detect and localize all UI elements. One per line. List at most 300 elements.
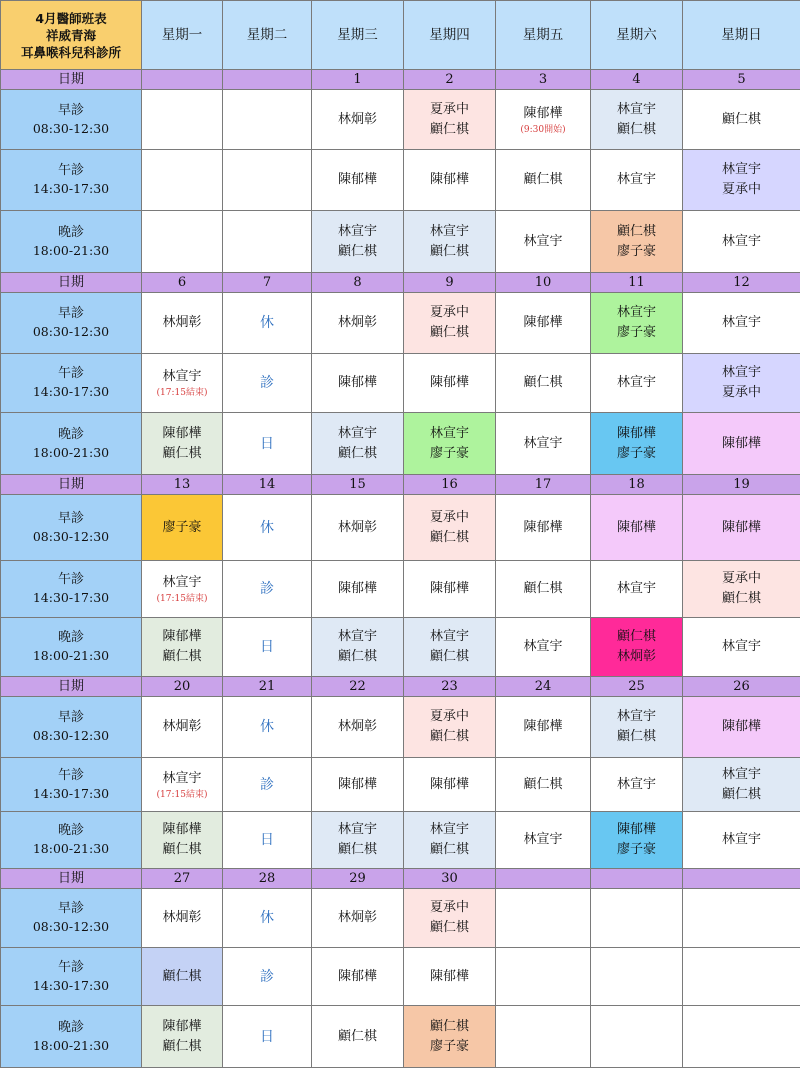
shift-label	[1, 150, 142, 211]
shift-label	[1, 495, 142, 561]
doctor-name: 林宣宇	[162, 369, 202, 384]
shift-label	[1, 889, 142, 948]
doctor-name: 夏承中	[721, 571, 761, 586]
doctor-name: 林宣宇	[429, 223, 469, 239]
doctor-name: 顧仁棋	[162, 445, 202, 461]
date-cell	[496, 869, 591, 889]
shift-label	[1, 293, 142, 354]
schedule-cell	[404, 293, 496, 354]
schedule-cell	[591, 812, 683, 869]
doctor-name: 夏承中	[429, 509, 469, 525]
doctor-name: 林炯彰	[337, 111, 377, 127]
schedule-cell	[223, 618, 312, 677]
shift-time: 08:30-12:30	[32, 324, 110, 339]
schedule-cell	[404, 150, 496, 211]
date-label: 日期	[1, 677, 142, 697]
shift-name: 晚診	[57, 224, 84, 240]
doctor-name: 顧仁棋	[162, 649, 202, 664]
doctor-name: 顧仁棋	[337, 445, 377, 461]
schedule-cell	[496, 889, 591, 948]
schedule-cell	[496, 948, 591, 1006]
schedule-cell	[142, 812, 223, 869]
schedule-cell	[404, 948, 496, 1006]
schedule-cell	[142, 150, 223, 211]
schedule-title	[1, 1, 142, 70]
date-row	[1, 677, 800, 697]
schedule-cell	[496, 495, 591, 561]
closed-marker: 休	[260, 719, 274, 735]
doctor-name: 廖子豪	[616, 445, 656, 461]
doctor-name: 廖子豪	[429, 1038, 469, 1054]
schedule-cell	[404, 90, 496, 150]
shift-time: 18:00-21:30	[32, 648, 110, 663]
schedule-cell	[223, 948, 312, 1006]
doctor-name: 顧仁棋	[429, 920, 469, 935]
date-cell: 27	[142, 869, 223, 889]
date-cell: 4	[591, 70, 683, 90]
closed-marker: 休	[260, 519, 274, 536]
doctor-name: 林宣宇	[616, 305, 656, 320]
doctor-name: 林宣宇	[616, 375, 656, 390]
date-cell: 19	[683, 475, 800, 495]
date-cell: 23	[404, 677, 496, 697]
schedule-cell	[223, 90, 312, 150]
closed-marker: 休	[260, 315, 274, 331]
schedule-cell	[496, 812, 591, 869]
shift-row	[1, 812, 800, 869]
doctor-name: 顧仁棋	[429, 729, 469, 744]
doctor-name: 林宣宇	[337, 223, 377, 239]
shift-note: (17:15結束)	[156, 789, 208, 800]
doctor-name: 夏承中	[721, 182, 761, 197]
doctor-name: 顧仁棋	[523, 172, 563, 187]
doctor-name: 陳郁樺	[162, 629, 202, 644]
schedule-cell	[142, 758, 223, 812]
shift-row	[1, 889, 800, 948]
schedule-cell	[683, 293, 800, 354]
shift-name: 午診	[57, 366, 84, 381]
schedule-cell	[496, 1006, 591, 1068]
schedule-cell	[223, 495, 312, 561]
schedule-cell	[223, 561, 312, 618]
shift-time: 14:30-17:30	[32, 181, 110, 196]
schedule-cell	[312, 758, 404, 812]
shift-name: 晚診	[57, 1019, 84, 1035]
doctor-name: 顧仁棋	[429, 1018, 469, 1034]
doctor-name: 林宣宇	[721, 162, 761, 177]
closed-marker: 診	[260, 968, 274, 985]
closed-marker: 日	[260, 639, 274, 655]
doctor-name: 陳郁樺	[429, 375, 469, 390]
schedule-cell	[683, 1006, 800, 1068]
doctor-name: 陳郁樺	[337, 375, 377, 390]
schedule-cell	[404, 889, 496, 948]
shift-note: (17:15結束)	[156, 594, 208, 604]
header-row	[1, 1, 800, 70]
schedule-cell	[404, 758, 496, 812]
shift-name: 晚診	[57, 630, 84, 645]
doctor-name: 顧仁棋	[523, 776, 563, 792]
schedule-cell	[142, 495, 223, 561]
schedule-cell	[223, 354, 312, 413]
doctor-name: 林宣宇	[337, 629, 377, 644]
schedule-cell	[223, 211, 312, 273]
shift-time: 18:00-21:30	[32, 1037, 110, 1053]
doctor-name: 林宣宇	[429, 822, 469, 837]
schedule-cell	[312, 889, 404, 948]
schedule-cell	[496, 618, 591, 677]
schedule-cell	[142, 618, 223, 677]
shift-row	[1, 211, 800, 273]
schedule-cell	[591, 413, 683, 475]
shift-row	[1, 495, 800, 561]
schedule-cell	[683, 889, 800, 948]
doctor-name: 夏承中	[429, 709, 469, 724]
doctor-name: 林宣宇	[523, 435, 563, 451]
shift-time: 14:30-17:30	[32, 785, 110, 801]
date-cell	[223, 70, 312, 90]
doctor-name: 顧仁棋	[429, 529, 469, 545]
shift-time: 08:30-12:30	[32, 120, 110, 136]
schedule-cell	[591, 948, 683, 1006]
doctor-name: 林炯彰	[337, 315, 377, 330]
date-cell: 20	[142, 677, 223, 697]
schedule-cell	[404, 697, 496, 758]
weekday-header: 星期六	[591, 1, 683, 70]
schedule-cell	[312, 354, 404, 413]
schedule-cell	[142, 354, 223, 413]
schedule-cell	[591, 697, 683, 758]
doctor-name: 廖子豪	[616, 842, 656, 857]
schedule-cell	[142, 211, 223, 273]
date-cell: 21	[223, 677, 312, 697]
schedule-cell	[591, 354, 683, 413]
schedule-cell	[591, 211, 683, 273]
schedule-cell	[683, 495, 800, 561]
schedule-cell	[312, 948, 404, 1006]
date-cell	[591, 869, 683, 889]
schedule-cell	[223, 150, 312, 211]
date-cell: 6	[142, 273, 223, 293]
doctor-name: 顧仁棋	[429, 649, 469, 664]
title-line: 祥威青海	[45, 27, 96, 43]
shift-note: (9:30開始)	[520, 124, 566, 135]
shift-row	[1, 1006, 800, 1068]
weekday-header: 星期四	[404, 1, 496, 70]
shift-time: 18:00-21:30	[32, 444, 110, 460]
doctor-name: 林炯彰	[337, 719, 377, 734]
schedule-cell	[312, 413, 404, 475]
doctor-name: 夏承中	[429, 900, 469, 915]
doctor-name: 陳郁樺	[337, 776, 377, 792]
date-cell: 30	[404, 869, 496, 889]
shift-label	[1, 618, 142, 677]
shift-label	[1, 697, 142, 758]
date-label: 日期	[1, 475, 142, 495]
schedule-cell	[404, 495, 496, 561]
doctor-name: 林炯彰	[616, 649, 656, 664]
doctor-name: 廖子豪	[162, 519, 202, 535]
date-cell	[142, 70, 223, 90]
schedule-cell	[142, 293, 223, 354]
doctor-name: 林宣宇	[429, 629, 469, 644]
schedule-cell	[142, 948, 223, 1006]
schedule-cell	[683, 561, 800, 618]
shift-name: 早診	[57, 102, 84, 118]
shift-time: 18:00-21:30	[32, 841, 110, 856]
doctor-name: 陳郁樺	[337, 968, 377, 984]
date-cell: 14	[223, 475, 312, 495]
doctor-name: 顧仁棋	[162, 968, 202, 984]
doctor-name: 顧仁棋	[523, 581, 563, 596]
shift-row	[1, 354, 800, 413]
date-cell: 9	[404, 273, 496, 293]
doctor-name: 林宣宇	[721, 365, 761, 380]
shift-row	[1, 413, 800, 475]
schedule-cell	[591, 561, 683, 618]
weekday-header: 星期日	[683, 1, 800, 70]
schedule-cell	[591, 1006, 683, 1068]
doctor-name: 陳郁樺	[429, 581, 469, 596]
shift-name: 早診	[57, 710, 84, 725]
shift-name: 早診	[57, 901, 84, 916]
shift-time: 14:30-17:30	[32, 384, 110, 399]
schedule-cell	[404, 812, 496, 869]
date-cell: 26	[683, 677, 800, 697]
doctor-name: 顧仁棋	[616, 629, 656, 644]
doctor-name: 陳郁樺	[162, 1018, 202, 1034]
doctor-name: 陳郁樺	[616, 519, 656, 535]
doctor-name: 顧仁棋	[616, 729, 656, 744]
date-cell: 25	[591, 677, 683, 697]
doctor-name: 顧仁棋	[429, 325, 469, 340]
schedule-cell	[404, 413, 496, 475]
date-cell: 11	[591, 273, 683, 293]
doctor-name: 廖子豪	[429, 445, 469, 461]
doctor-name: 陳郁樺	[429, 968, 469, 984]
schedule-cell	[142, 697, 223, 758]
shift-row	[1, 561, 800, 618]
doctor-name: 林炯彰	[337, 910, 377, 925]
schedule-cell	[496, 150, 591, 211]
shift-label	[1, 812, 142, 869]
schedule-cell	[591, 495, 683, 561]
shift-time: 14:30-17:30	[32, 977, 110, 993]
shift-row	[1, 618, 800, 677]
schedule-cell	[223, 413, 312, 475]
doctor-name: 林宣宇	[721, 832, 761, 847]
doctor-name: 陳郁樺	[616, 822, 656, 837]
schedule-cell	[496, 354, 591, 413]
schedule-cell	[591, 150, 683, 211]
shift-row	[1, 90, 800, 150]
schedule-cell	[683, 812, 800, 869]
schedule-cell	[223, 889, 312, 948]
schedule-cell	[591, 293, 683, 354]
title-line: 4月醫師班表	[35, 10, 107, 26]
shift-label	[1, 211, 142, 273]
shift-row	[1, 697, 800, 758]
schedule-cell	[683, 758, 800, 812]
schedule-cell	[142, 413, 223, 475]
schedule-cell	[683, 413, 800, 475]
doctor-name: 顧仁棋	[337, 1028, 377, 1044]
doctor-name: 林宣宇	[429, 425, 469, 441]
schedule-cell	[496, 758, 591, 812]
doctor-name: 陳郁樺	[523, 719, 563, 734]
shift-name: 早診	[57, 306, 84, 321]
date-cell: 29	[312, 869, 404, 889]
schedule-cell	[404, 618, 496, 677]
doctor-name: 顧仁棋	[429, 121, 469, 137]
doctor-name: 陳郁樺	[523, 519, 563, 535]
doctor-name: 顧仁棋	[429, 842, 469, 857]
schedule-cell	[496, 211, 591, 273]
schedule-cell	[496, 293, 591, 354]
doctor-name: 林炯彰	[162, 910, 202, 925]
date-cell: 3	[496, 70, 591, 90]
date-cell: 8	[312, 273, 404, 293]
date-row	[1, 869, 800, 889]
doctor-name: 林宣宇	[616, 581, 656, 596]
schedule-cell	[312, 561, 404, 618]
closed-marker: 日	[260, 1028, 274, 1045]
schedule-cell	[404, 561, 496, 618]
doctor-name: 陳郁樺	[337, 581, 377, 596]
doctor-name: 林宣宇	[616, 101, 656, 117]
weekday-header: 星期五	[496, 1, 591, 70]
date-label: 日期	[1, 869, 142, 889]
date-label: 日期	[1, 70, 142, 90]
schedule-cell	[404, 1006, 496, 1068]
schedule-cell	[496, 697, 591, 758]
doctor-name: 林宣宇	[721, 233, 761, 249]
date-cell: 22	[312, 677, 404, 697]
shift-time: 08:30-12:30	[32, 528, 110, 544]
date-cell: 13	[142, 475, 223, 495]
date-cell: 18	[591, 475, 683, 495]
schedule-cell	[312, 1006, 404, 1068]
shift-label	[1, 354, 142, 413]
schedule-cell	[591, 618, 683, 677]
date-cell: 10	[496, 273, 591, 293]
shift-label	[1, 90, 142, 150]
shift-label	[1, 1006, 142, 1068]
date-cell: 7	[223, 273, 312, 293]
doctor-name: 夏承中	[429, 305, 469, 320]
schedule-cell	[312, 150, 404, 211]
doctor-name: 陳郁樺	[721, 435, 761, 451]
schedule-cell	[312, 90, 404, 150]
doctor-name: 林宣宇	[523, 832, 563, 847]
doctor-name: 陳郁樺	[523, 315, 563, 330]
weekday-header: 星期三	[312, 1, 404, 70]
shift-row	[1, 758, 800, 812]
doctor-name: 林宣宇	[616, 172, 656, 187]
doctor-name: 顧仁棋	[337, 842, 377, 857]
schedule-cell	[312, 812, 404, 869]
shift-name: 晚診	[57, 426, 84, 442]
date-cell: 15	[312, 475, 404, 495]
schedule-cell	[591, 90, 683, 150]
date-cell: 12	[683, 273, 800, 293]
shift-name: 午診	[57, 572, 84, 587]
schedule-cell	[404, 211, 496, 273]
doctor-name: 顧仁棋	[721, 111, 761, 127]
schedule-cell	[683, 354, 800, 413]
closed-marker: 診	[260, 581, 274, 597]
schedule-cell	[142, 90, 223, 150]
doctor-name: 林宣宇	[337, 822, 377, 837]
shift-label	[1, 413, 142, 475]
shift-name: 午診	[57, 959, 84, 975]
schedule-cell	[683, 150, 800, 211]
doctor-name: 林宣宇	[523, 639, 563, 654]
date-cell: 5	[683, 70, 800, 90]
schedule-cell	[223, 812, 312, 869]
doctor-name: 陳郁樺	[523, 105, 563, 121]
shift-row	[1, 948, 800, 1006]
doctor-name: 林炯彰	[162, 315, 202, 330]
doctor-name: 陳郁樺	[337, 172, 377, 187]
shift-row	[1, 150, 800, 211]
closed-marker: 診	[260, 776, 274, 793]
date-row	[1, 70, 800, 90]
schedule-cell	[683, 90, 800, 150]
shift-note: (17:15結束)	[156, 388, 208, 398]
doctor-name: 陳郁樺	[721, 719, 761, 734]
closed-marker: 診	[260, 375, 274, 391]
schedule-cell	[223, 293, 312, 354]
doctor-name: 陳郁樺	[721, 519, 761, 535]
date-cell: 24	[496, 677, 591, 697]
doctor-name: 陳郁樺	[429, 172, 469, 187]
doctor-name: 林炯彰	[162, 719, 202, 734]
shift-time: 08:30-12:30	[32, 728, 110, 743]
doctor-name: 陳郁樺	[429, 776, 469, 792]
date-cell	[683, 869, 800, 889]
doctor-name: 林炯彰	[337, 519, 377, 535]
doctor-name: 廖子豪	[616, 243, 656, 259]
doctor-name: 林宣宇	[616, 776, 656, 792]
shift-time: 18:00-21:30	[32, 242, 110, 258]
doctor-name: 顧仁棋	[162, 1038, 202, 1054]
doctor-name: 顧仁棋	[337, 243, 377, 259]
date-cell: 1	[312, 70, 404, 90]
schedule-cell	[496, 90, 591, 150]
title-line: 耳鼻喉科兒科診所	[20, 44, 121, 60]
schedule-cell	[683, 211, 800, 273]
schedule-cell	[142, 561, 223, 618]
schedule-cell	[683, 948, 800, 1006]
schedule-cell	[591, 889, 683, 948]
doctor-name: 林宣宇	[721, 639, 761, 654]
doctor-name: 顧仁棋	[721, 591, 761, 606]
schedule-cell	[404, 354, 496, 413]
schedule-cell	[683, 618, 800, 677]
schedule-cell	[312, 697, 404, 758]
doctor-name: 顧仁棋	[616, 223, 656, 239]
shift-row	[1, 293, 800, 354]
closed-marker: 休	[260, 910, 274, 926]
doctor-name: 林宣宇	[162, 575, 202, 590]
schedule-cell	[591, 758, 683, 812]
doctor-name: 顧仁棋	[523, 375, 563, 390]
doctor-name: 林宣宇	[337, 425, 377, 441]
date-label: 日期	[1, 273, 142, 293]
doctor-name: 林宣宇	[162, 770, 202, 786]
schedule-cell	[496, 561, 591, 618]
